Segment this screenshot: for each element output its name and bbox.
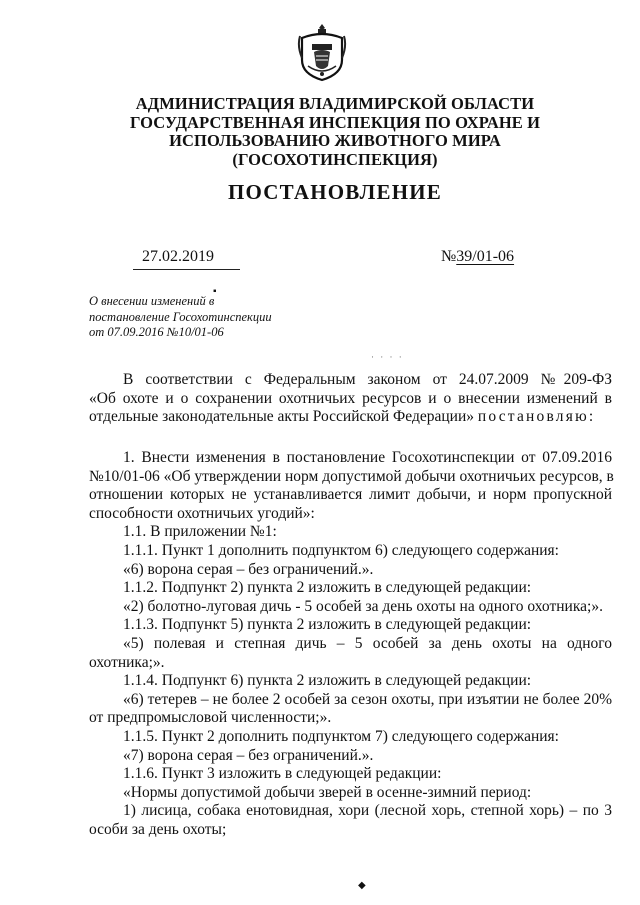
document-subject <box>89 294 329 341</box>
subject-line: от 07.09.2016 №10/01-06 <box>89 325 224 339</box>
item-line: 1.1.4. Подпункт 6) пункта 2 изложить в следующей редакции: <box>123 672 532 690</box>
item-line: отношении которых не устанавливается лимит добычи, и норм пропускной <box>89 486 612 504</box>
preamble-line: В соответствии с Федеральным законом от 24.07.2009 №209-ФЗ <box>123 371 612 388</box>
item-line: 1.1.6. Пункт 3 изложить в следующей редакции: <box>123 765 442 783</box>
subject-line: О внесении изменений в <box>89 294 215 308</box>
item-line: 1. Внести изменения в постановление Госохотинспекции от 07.09.2016 <box>123 449 612 466</box>
header-line: (ГОСОХОТИНСПЕКЦИЯ) <box>232 149 438 169</box>
header-line: АДМИНИСТРАЦИЯ ВЛАДИМИРСКОЙ ОБЛАСТИ <box>135 94 535 113</box>
coat-of-arms-emblem <box>296 22 348 82</box>
page-mark: ◆ <box>358 880 366 891</box>
preamble-line: «Об охоте и о сохранении охотничьих ресурсов и о внесении изменений в <box>89 389 612 407</box>
item-line: охотника;». <box>89 653 165 671</box>
item-line: «Нормы допустимой добычи зверей в осенне-зимний период: <box>123 783 532 801</box>
preamble-line-text: отдельные законодательные акты Российской Федерации» <box>89 408 475 426</box>
scan-marks: · · · · <box>371 352 404 362</box>
number-value: 39/01-06 <box>456 248 515 265</box>
item-line: 1.1. В приложении №1: <box>123 523 277 541</box>
item-line: от предпромысловой численности;». <box>89 709 332 727</box>
item-line: «5) полевая и степная дичь – 5 особей за день охоты на одного <box>123 634 612 652</box>
document-number <box>441 248 514 266</box>
item-line: 1.1.3. Подпункт 5) пункта 2 изложить в следующей редакции: <box>123 616 532 634</box>
item-line: «6) ворона серая – без ограничений.». <box>123 560 374 578</box>
header-line: ГОСУДАРСТВЕННАЯ ИНСПЕКЦИЯ ПО ОХРАНЕ И <box>129 112 541 132</box>
item-line: 1.1.2. Подпункт 2) пункта 2 изложить в следующей редакции: <box>123 579 532 597</box>
document-date: 27.02.2019 <box>142 248 214 265</box>
document-title: ПОСТАНОВЛЕНИЕ <box>227 180 443 204</box>
item-line: «7) ворона серая – без ограничений.». <box>123 746 374 764</box>
item-line: 1) лисица, собака енотовидная, хори (лесной хорь, степной хорь) – по 3 <box>123 802 612 820</box>
item-line: №10/01-06 «Об утверждении норм допустимой добычи охотничьих ресурсов, в <box>89 467 614 485</box>
item-line: «6) тетерев – не более 2 особей за сезон охоты, при изъятии не более 20% <box>123 690 612 708</box>
item-line: «2) болотно-луговая дичь - 5 особей за день охоты на одного охотника;». <box>123 597 603 615</box>
resolution-items <box>89 449 612 839</box>
date-underline <box>133 269 240 270</box>
preamble-line <box>89 408 612 427</box>
header-line: ИСПОЛЬЗОВАНИЮ ЖИВОТНОГО МИРА <box>169 131 501 150</box>
item-line: 1.1.5. Пункт 2 дополнить подпунктом 7) следующего содержания: <box>123 727 559 745</box>
number-prefix: № <box>441 248 457 265</box>
decree-word: постановляю: <box>477 408 596 426</box>
ink-dot: ▪ <box>213 286 217 297</box>
item-line: 1.1.1. Пункт 1 дополнить подпунктом 6) следующего содержания: <box>123 541 559 559</box>
subject-line: постановление Госохотинспекции <box>89 309 272 324</box>
issuing-authority-header <box>100 95 570 169</box>
item-line: особи за день охоты; <box>89 820 227 838</box>
preamble-paragraph <box>89 371 612 427</box>
item-line: способности охотничьих угодий»: <box>89 504 315 522</box>
